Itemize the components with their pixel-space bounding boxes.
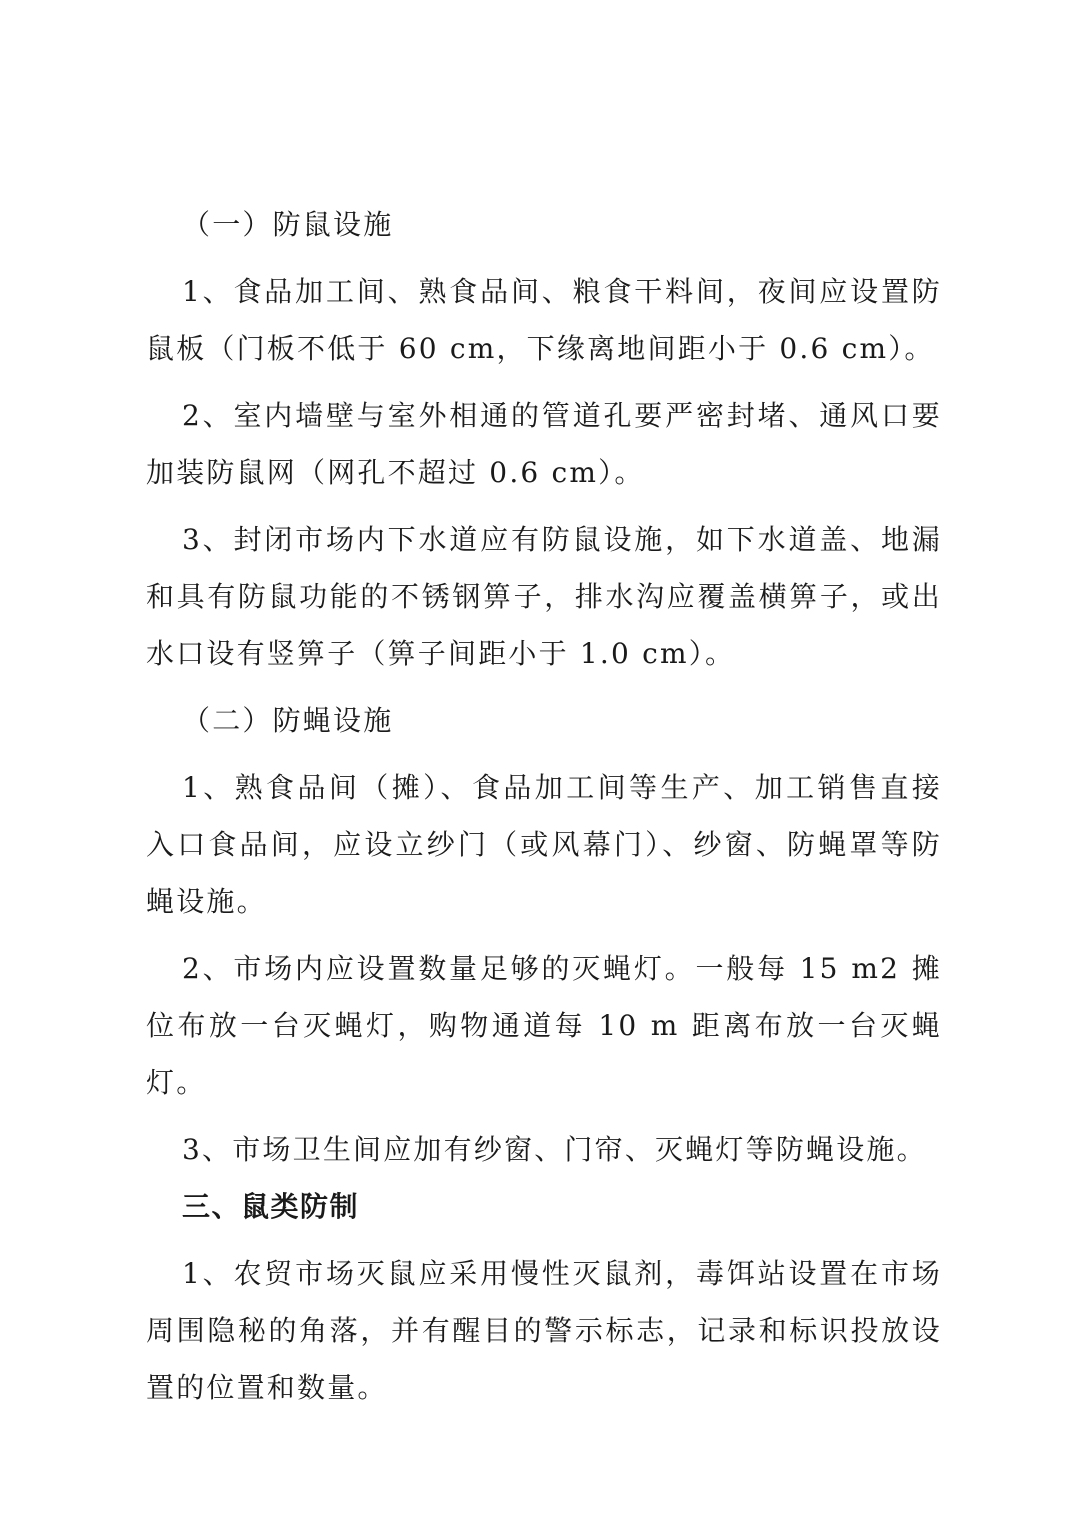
- rodent-facilities-heading: （一）防鼠设施: [182, 208, 394, 241]
- fly-facilities-heading: （二）防蝇设施: [182, 704, 394, 737]
- rodent-control-heading: 三、鼠类防制: [182, 1190, 360, 1223]
- rodent-control-item-1: 1、农贸市场灭鼠应采用慢性灭鼠剂，毒饵站设置在市场周围隐秘的角落，并有醒目的警示标志，记录和标识投放设置的位置和数量。: [146, 1257, 942, 1404]
- fly-facilities-item-3: 3、市场卫生间应加有纱窗、门帘、灭蝇灯等防蝇设施。: [182, 1133, 927, 1166]
- fly-facilities-item-1: 1、熟食品间（摊）、食品加工间等生产、加工销售直接入口食品间，应设立纱门（或风幕门）、纱窗、防蝇罩等防蝇设施。: [146, 771, 942, 918]
- rodent-facilities-item-2: 2、室内墙壁与室外相通的管道孔要严密封堵、通风口要加装防鼠网（网孔不超过 0.6 cm）。: [146, 399, 942, 489]
- fly-facilities-item-2: 2、市场内应设置数量足够的灭蝇灯。一般每 15 m2 摊位布放一台灭蝇灯，购物通道每 10 m 距离布放一台灭蝇灯。: [146, 952, 942, 1099]
- document-body: [146, 196, 942, 1416]
- rodent-facilities-item-1: 1、食品加工间、熟食品间、粮食干料间，夜间应设置防鼠板（门板不低于 60 cm，下缘离地间距小于 0.6 cm）。: [146, 275, 942, 365]
- rodent-facilities-item-3: 3、封闭市场内下水道应有防鼠设施，如下水道盖、地漏和具有防鼠功能的不锈钢箅子，排水沟应覆盖横箅子，或出水口设有竖箅子（箅子间距小于 1.0 cm）。: [146, 523, 942, 670]
